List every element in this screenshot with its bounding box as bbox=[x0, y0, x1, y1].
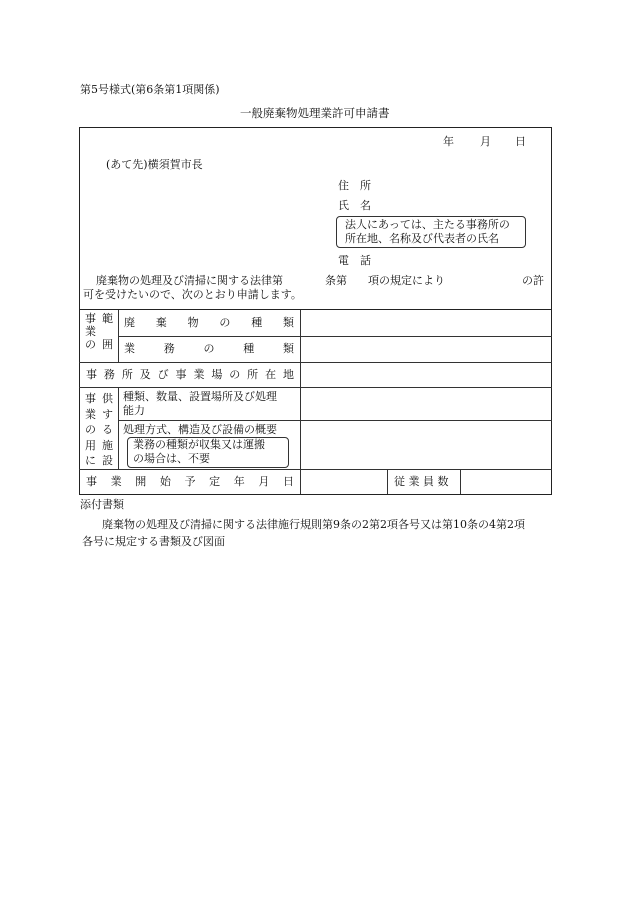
name-label: 氏 名 bbox=[338, 199, 371, 212]
rule bbox=[460, 469, 461, 494]
char: に bbox=[85, 454, 96, 467]
facility-item2-line2: 業務の種類が収集又は運搬 bbox=[133, 438, 265, 451]
request-part1: 廃棄物の処理及び清掃に関する法律第 bbox=[96, 274, 283, 287]
phone-label: 電 話 bbox=[338, 254, 371, 267]
char: 囲 bbox=[102, 338, 113, 351]
corporate-note-line1: 法人にあっては、主たる事務所の bbox=[345, 218, 510, 231]
business-type-label: 業 務 の 種 類 bbox=[124, 342, 294, 355]
date-day: 日 bbox=[515, 135, 526, 148]
char: 設 bbox=[102, 454, 113, 467]
table-top-rule bbox=[79, 309, 552, 310]
attachment-line2: 各号に規定する書類及び図面 bbox=[82, 535, 225, 548]
rule bbox=[79, 362, 552, 363]
char: の bbox=[85, 338, 96, 351]
form-number: 第5号様式(第6条第1項関係) bbox=[80, 83, 220, 96]
corporate-note-line2: 所在地、名称及び代表者の氏名 bbox=[345, 232, 499, 245]
char: 業 bbox=[85, 325, 96, 338]
request-part2: 条第 bbox=[325, 274, 347, 287]
facility-item2-line1: 処理方式、構造及び設備の概要 bbox=[123, 423, 277, 436]
attachment-line1: 廃棄物の処理及び清掃に関する法律施行規則第9条の2第2項各号又は第10条の4第2項 bbox=[102, 518, 525, 531]
char: 事 bbox=[85, 392, 96, 405]
rule bbox=[118, 310, 119, 362]
facility-item1-line1: 種類、数量、設置場所及び処理 bbox=[123, 390, 277, 403]
char: 用 bbox=[85, 438, 96, 452]
start-date-label: 事 業 開 始 予 定 年 月 日 bbox=[86, 475, 294, 488]
rule bbox=[79, 387, 552, 388]
char: 範 bbox=[102, 312, 113, 325]
rule bbox=[118, 336, 552, 337]
facility-col1 bbox=[83, 391, 98, 469]
request-line2: 可を受けたいので、次のとおり申請します。 bbox=[83, 288, 302, 301]
scope-col2 bbox=[100, 312, 115, 351]
scope-col1 bbox=[83, 312, 98, 351]
waste-type-label: 廃 棄 物 の 種 類 bbox=[124, 316, 294, 329]
facility-col2 bbox=[100, 391, 115, 469]
employees-label: 従 業 員 数 bbox=[394, 475, 449, 488]
rule bbox=[79, 469, 552, 470]
char: 業 bbox=[85, 407, 96, 421]
rule bbox=[118, 387, 119, 469]
rule bbox=[300, 310, 301, 494]
char: る bbox=[102, 423, 113, 436]
document-title: 一般廃棄物処理業許可申請書 bbox=[240, 106, 390, 120]
char: の bbox=[85, 423, 96, 436]
office-location-label: 事 務 所 及 び 事 業 場 の 所 在 地 bbox=[86, 368, 294, 381]
char: 事 bbox=[85, 312, 96, 325]
facility-item1-line2: 能力 bbox=[123, 404, 145, 417]
request-part3: 項の規定により bbox=[368, 274, 445, 287]
rule bbox=[118, 420, 552, 421]
addressee: (あて先)横須賀市長 bbox=[106, 158, 203, 171]
date-year: 年 bbox=[443, 135, 454, 148]
date-month: 月 bbox=[480, 135, 491, 148]
attachment-heading: 添付書類 bbox=[80, 498, 124, 511]
char: 施 bbox=[102, 438, 113, 452]
char: す bbox=[102, 407, 113, 421]
facility-item2-line3: の場合は、不要 bbox=[133, 452, 210, 465]
char: 供 bbox=[102, 392, 113, 405]
rule bbox=[387, 469, 388, 494]
request-part4: の許 bbox=[522, 274, 544, 287]
address-label: 住 所 bbox=[338, 179, 371, 192]
